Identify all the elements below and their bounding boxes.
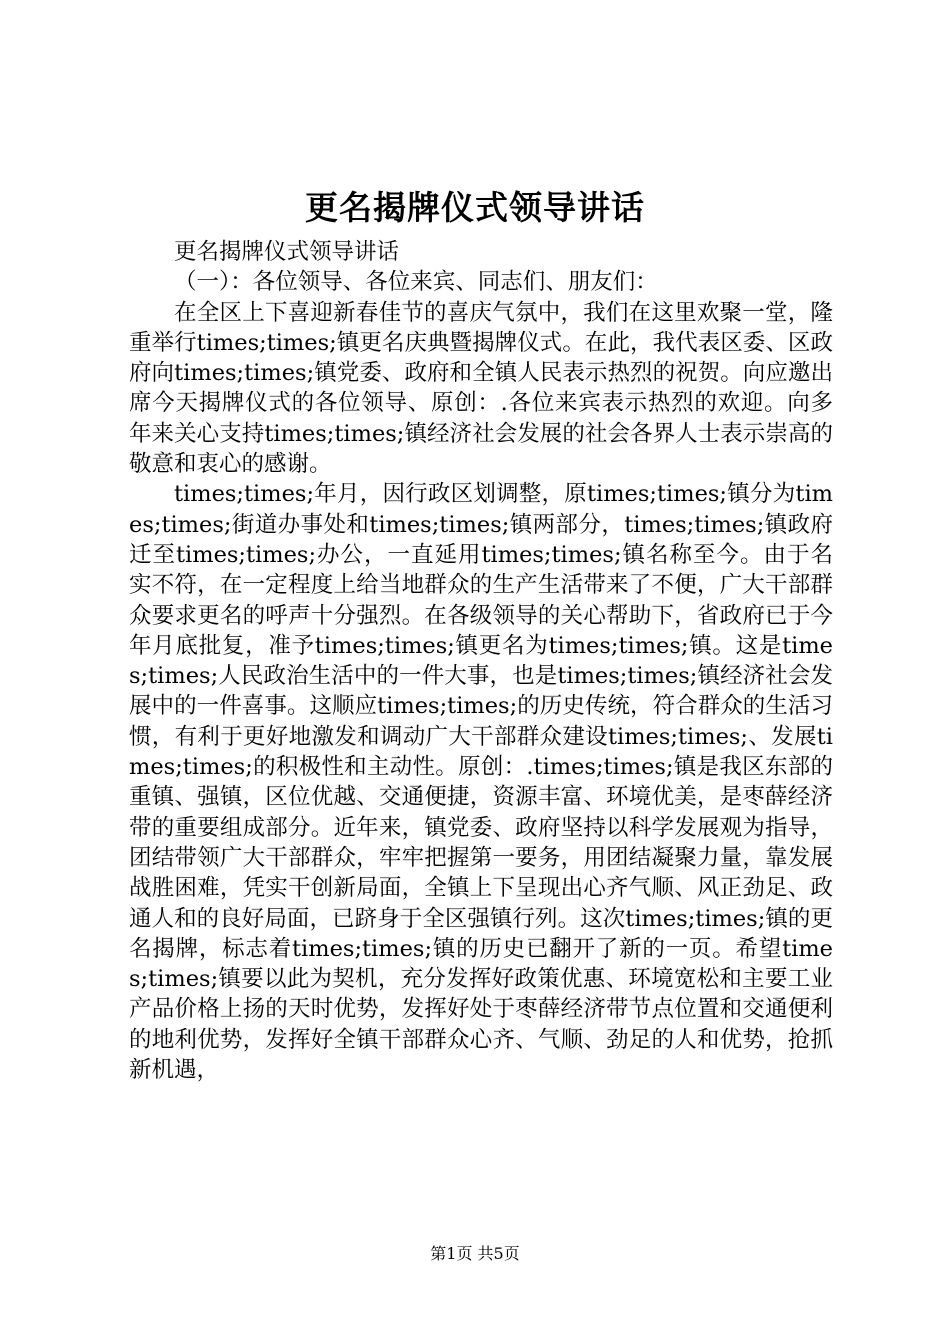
paragraph-main: times;times;年月，因行政区划调整，原times;times;镇分为times;times;街道办事处和times;times;镇两部分，times;times;镇政府迁至times;times;办公，一直延用times;times;镇名称至今。由于名实不符，在一定程度上给当地群众的生产生活带来了不便，广大干部群众要求更名的呼声十分强烈。在各级领导的关心帮助下，省政府已于今年月底批复，准予times;times;镇更名为times;times;镇。这是times;times;人民政治生活中的一件大事，也是times;times;镇经济社会发展中的一件喜事。这顺应times;times;的历史传统，符合群众的生活习惯，有利于更好地激发和调动广大干部群众建设times;times;、发展times;times;的积极性和主动性。原创：.times;times;镇是我区东部的重镇、强镇，区位优越、交通便捷，资源丰富、环境优美，是枣薛经济带的重要组成部分。近年来，镇党委、政府坚持以科学发展观为指导，团结带领广大干部群众，牢牢把握第一要务，用团结凝聚力量，靠发展战胜困难，凭实干创新局面，全镇上下呈现出心齐气顺、风正劲足、政通人和的良好局面，已跻身于全区强镇行列。这次times;times;镇的更名揭牌，标志着times;times;镇的历史已翻开了新的一页。希望times;times;镇要以此为契机，充分发挥好政策优惠、环境宽松和主要工业产品价格上扬的天时优势，发挥好处于枣薛经济带节点位置和交通便利的地利优势，发挥好全镇干部群众心齐、气顺、劲足的人和优势，抢抓新机遇， <box>129 481 833 1084</box>
paragraph-heading: 更名揭牌仪式领导讲话 <box>174 239 400 265</box>
paragraph-greeting: 在全区上下喜迎新春佳节的喜庆气氛中，我们在这里欢聚一堂，隆重举行times;times;镇更名庆典暨揭牌仪式。在此，我代表区委、区政府向times;times;镇党委、政府和全镇人民表示热烈的祝贺。向应邀出席今天揭牌仪式的各位领导、原创：.各位来宾表示热烈的欢迎。向多年来关心支持times;times;镇经济社会发展的社会各界人士表示崇高的敬意和衷心的感谢。 <box>129 299 833 478</box>
page-number-footer: 第1页 共5页 <box>430 1244 520 1263</box>
document-title: 更名揭牌仪式领导讲话 <box>305 188 645 227</box>
document-body <box>129 237 833 1085</box>
paragraph-salutation: （一）：各位领导、各位来宾、同志们、朋友们： <box>174 269 658 296</box>
